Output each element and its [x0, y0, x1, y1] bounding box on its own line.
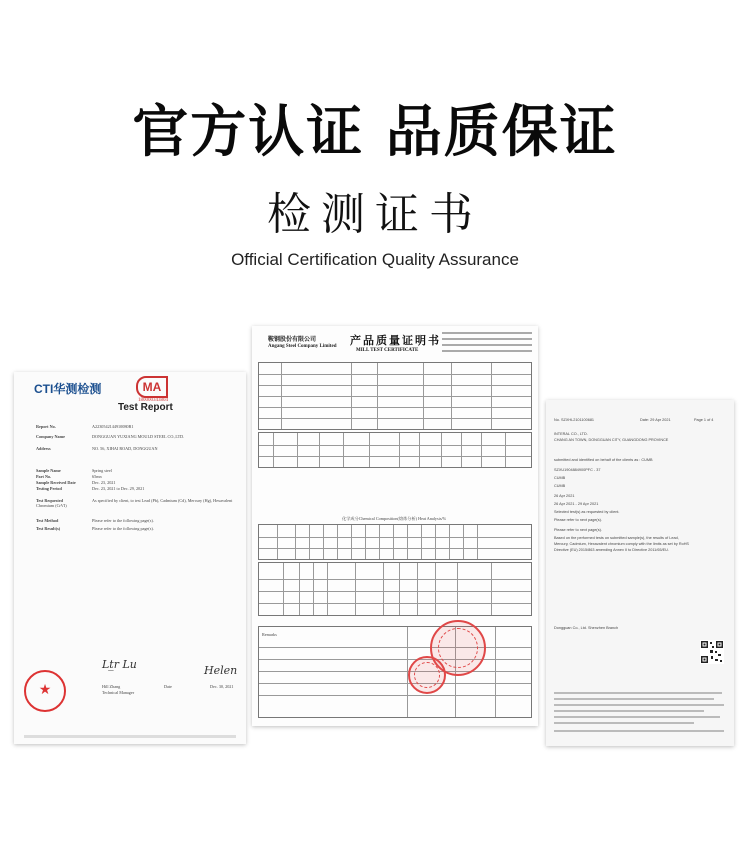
- chem-section-title: 化学成分Chemical Composition(熔炼分析) Heat Analysis/%: [342, 516, 447, 521]
- field-row: Part No. 65mn: [36, 474, 102, 479]
- certificate-title-en: MILL TEST CERTIFICATE: [356, 348, 419, 353]
- report-line: Mercury, Cadmium, Hexavalent chromium comply with the limits as set by RoHS: [554, 542, 689, 546]
- header-text-line: [442, 332, 532, 334]
- footer-text-line: [554, 692, 722, 694]
- report-line: 26 Apr 2021 - 29 Apr 2021: [554, 502, 599, 506]
- qr-code-icon: [700, 640, 724, 664]
- report-line: submitted and identified on behalf of the clients as : CUMB: [554, 458, 653, 462]
- company-name-cn: 鞍钢股份有限公司: [268, 337, 317, 343]
- company-name-en: Angang Steel Company Limited: [268, 344, 337, 349]
- report-line: Please refer to next page(s).: [554, 528, 602, 532]
- report-title: Test Report: [118, 402, 173, 413]
- field-row: Company Name DONGGUAN YUXIANG MOULD STEEL CO.,LTD.: [36, 434, 185, 439]
- footer-text-line: [554, 698, 714, 700]
- report-line: CUMB: [554, 476, 566, 480]
- page-indicator: Page 1 of 4: [694, 418, 714, 422]
- report-line: CUMB: [554, 484, 566, 488]
- report-line: Directive (EU) 2015/863 amending Annex II to Directive 2011/65/EU.: [554, 548, 669, 552]
- seal-icon: ★: [24, 670, 66, 712]
- footer-text-line: [554, 716, 720, 718]
- signature: Helen: [204, 664, 238, 677]
- product-grid: [258, 432, 532, 468]
- tagline: Official Certification Quality Assurance: [231, 250, 519, 269]
- header-text-line: [442, 344, 532, 346]
- footer-text-line: [554, 704, 724, 706]
- report-line: Selected test(s) as requested by client.: [554, 510, 620, 514]
- field-row: Report No. A2230542144910080B1: [36, 424, 134, 429]
- report-date: Date: 29 Apr 2021: [640, 418, 671, 422]
- field-row: Address NO. 56, XIHAI ROAD, DONGGUAN: [36, 446, 158, 451]
- headline: 官方认证 品质保证: [132, 100, 618, 165]
- field-row: Test Result(s) Please refer to the following page(s).: [36, 526, 154, 531]
- mechanical-grid: [258, 562, 532, 616]
- inspection-seal-icon: [408, 656, 446, 694]
- branch-name: Dongguan Co., Ltd. Shenzhen Branch: [554, 626, 619, 630]
- footer-line: [24, 735, 236, 738]
- report-line: Please refer to next page(s).: [554, 518, 602, 522]
- header-text-line: [442, 350, 532, 352]
- signer-name: Hill Zhang: [102, 684, 121, 689]
- report-line: Based on the performed tests on submitted sample(s), the results of Lead,: [554, 536, 679, 540]
- subhead: 检测证书: [267, 189, 483, 240]
- report-line: 26 Apr 2021: [554, 494, 575, 498]
- date-label: Date: [164, 684, 172, 689]
- report-line: SZXU1904884900PFC - 37: [554, 468, 601, 472]
- cti-test-report: [14, 372, 246, 744]
- footer-text-line: [554, 722, 694, 724]
- report-number: No. SZXHL2101100681: [554, 418, 595, 422]
- field-row: Sample Name Spring steel: [36, 468, 112, 473]
- remarks-grid: [258, 626, 532, 718]
- field-row: Sample Received Date Dec. 23, 2021: [36, 480, 116, 485]
- certificate-title-cn: 产品质量证明书: [350, 334, 441, 347]
- mill-test-certificate: [252, 326, 538, 726]
- field-row: Test Requested As specified by client, to test Lead (Pb), Cadmium (Cd), Mercury (Hg), Hexavalent Chromium (CrVI): [36, 498, 233, 508]
- signer-title: Technical Manager: [102, 690, 135, 695]
- cti-logo: CTI华测检测: [34, 382, 102, 396]
- field-row: Test Method Please refer to the following page(s).: [36, 518, 154, 523]
- test-report-right: [546, 400, 734, 746]
- header-text-line: [442, 338, 532, 340]
- chemistry-grid: [258, 524, 532, 560]
- client-company: INTERAL CO., LTD.: [554, 432, 588, 436]
- client-address: CHANG AN TOWN, DONGGUAN CITY, GUANGDONG PROVINCE: [554, 438, 669, 442]
- remarks-label: Remarks: [262, 632, 277, 637]
- signature: Lt̲r Lu: [102, 658, 137, 671]
- cma-number: 180000343804: [138, 398, 168, 403]
- report-date: Dec. 30, 2021: [210, 684, 234, 689]
- footer-text-line: [554, 710, 704, 712]
- footer-text-line: [554, 730, 724, 732]
- header-info-grid: [258, 362, 532, 430]
- field-row: Testing Period Dec. 23, 2021 to Dec. 29, 2021: [36, 486, 145, 491]
- cma-mark: MA: [136, 376, 168, 398]
